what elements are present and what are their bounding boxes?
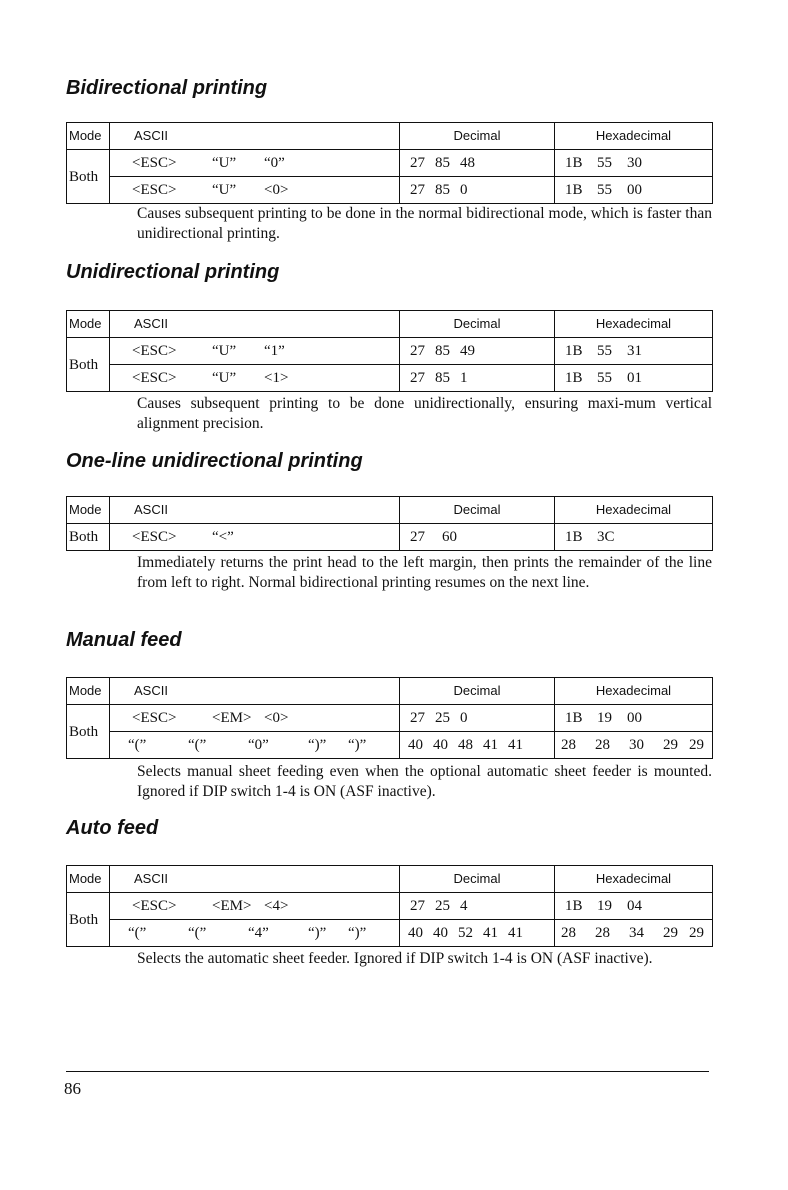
mode-cell: Both: [67, 524, 110, 551]
ascii-token: “)”: [348, 737, 367, 753]
header-row: [67, 311, 713, 338]
ascii-token: “<”: [212, 529, 234, 545]
command-table: [66, 496, 713, 551]
ascii-cell: [110, 893, 400, 920]
decimal-cell: [400, 177, 555, 204]
header-ascii: ASCII: [110, 497, 400, 524]
section-description: Selects manual sheet feeding even when the optional automatic sheet feeder is mounted. Ignored if DIP switch 1-4 is ON (ASF inactive).: [137, 763, 712, 800]
mode-cell: Both: [67, 893, 110, 947]
section-title: Unidirectional printing: [66, 261, 280, 283]
page-number: 86: [64, 1079, 81, 1098]
header-decimal: Decimal: [400, 311, 555, 338]
mode-cell: Both: [67, 338, 110, 392]
section-title: Manual feed: [66, 629, 182, 651]
header-decimal: Decimal: [400, 123, 555, 150]
decimal-value: 85: [435, 370, 450, 386]
mode-cell: Both: [67, 705, 110, 759]
decimal-cell: [400, 338, 555, 365]
decimal-cell: [400, 524, 555, 551]
hex-value: 1B: [565, 529, 583, 545]
header-mode: Mode: [67, 497, 110, 524]
decimal-value: 27: [410, 155, 425, 171]
decimal-value: 27: [410, 182, 425, 198]
header-row: [67, 866, 713, 893]
hex-cell: [555, 920, 713, 947]
hex-value: 00: [627, 710, 642, 726]
decimal-cell: [400, 893, 555, 920]
ascii-token: <ESC>: [132, 182, 177, 198]
ascii-token: <4>: [264, 898, 289, 914]
hex-value: 28: [595, 737, 610, 753]
ascii-token: “(”: [188, 925, 207, 941]
decimal-value: 85: [435, 343, 450, 359]
ascii-token: <ESC>: [132, 529, 177, 545]
mode-cell: Both: [67, 150, 110, 204]
hex-value: 34: [629, 925, 644, 941]
table-row: [67, 177, 713, 204]
ascii-token: “U”: [212, 182, 237, 198]
ascii-token: “(”: [128, 737, 147, 753]
ascii-cell: [110, 705, 400, 732]
header-ascii: ASCII: [110, 678, 400, 705]
hex-value: 29: [689, 737, 704, 753]
header-ascii: ASCII: [110, 123, 400, 150]
hex-value: 55: [597, 343, 612, 359]
header-row: [67, 678, 713, 705]
hex-value: 55: [597, 182, 612, 198]
header-decimal: Decimal: [400, 497, 555, 524]
decimal-value: 48: [460, 155, 475, 171]
decimal-value: 27: [410, 898, 425, 914]
ascii-cell: [110, 732, 400, 759]
decimal-value: 27: [410, 370, 425, 386]
decimal-value: 60: [442, 529, 457, 545]
hex-cell: [555, 365, 713, 392]
ascii-cell: [110, 920, 400, 947]
section-title: One-line unidirectional printing: [66, 450, 363, 472]
ascii-cell: [110, 150, 400, 177]
hex-value: 04: [627, 898, 642, 914]
ascii-token: “1”: [264, 343, 285, 359]
table-row: [67, 920, 713, 947]
hex-value: 01: [627, 370, 642, 386]
decimal-value: 40: [408, 737, 423, 753]
decimal-value: 27: [410, 343, 425, 359]
decimal-value: 40: [433, 737, 448, 753]
header-mode: Mode: [67, 311, 110, 338]
hex-value: 1B: [565, 343, 583, 359]
ascii-token: <ESC>: [132, 898, 177, 914]
ascii-token: “U”: [212, 370, 237, 386]
section-description: Causes subsequent printing to be done in the normal bidirectional mode, which is faster than unidirectional printing.: [137, 205, 712, 242]
table-row: [67, 150, 713, 177]
decimal-value: 52: [458, 925, 473, 941]
decimal-value: 41: [508, 925, 523, 941]
ascii-token: “U”: [212, 155, 237, 171]
decimal-value: 25: [435, 710, 450, 726]
section-title: Auto feed: [66, 817, 159, 839]
decimal-cell: [400, 920, 555, 947]
table-row: [67, 524, 713, 551]
hex-value: 1B: [565, 370, 583, 386]
hex-value: 28: [595, 925, 610, 941]
hex-value: 31: [627, 343, 642, 359]
decimal-value: 0: [460, 182, 468, 198]
decimal-cell: [400, 365, 555, 392]
ascii-token: <ESC>: [132, 710, 177, 726]
ascii-token: “0”: [264, 155, 285, 171]
decimal-cell: [400, 705, 555, 732]
header-mode: Mode: [67, 866, 110, 893]
ascii-token: <1>: [264, 370, 289, 386]
decimal-value: 41: [483, 737, 498, 753]
header-hex: Hexadecimal: [555, 497, 713, 524]
ascii-token: “0”: [248, 737, 269, 753]
decimal-value: 25: [435, 898, 450, 914]
hex-value: 19: [597, 710, 612, 726]
hex-value: 30: [629, 737, 644, 753]
decimal-value: 27: [410, 710, 425, 726]
header-hex: Hexadecimal: [555, 866, 713, 893]
hex-cell: [555, 732, 713, 759]
header-mode: Mode: [67, 678, 110, 705]
header-row: [67, 497, 713, 524]
hex-value: 30: [627, 155, 642, 171]
hex-value: 00: [627, 182, 642, 198]
decimal-value: 1: [460, 370, 468, 386]
ascii-cell: [110, 177, 400, 204]
hex-value: 29: [689, 925, 704, 941]
hex-value: 55: [597, 370, 612, 386]
ascii-token: “4”: [248, 925, 269, 941]
decimal-value: 40: [433, 925, 448, 941]
table-row: [67, 732, 713, 759]
command-table: [66, 865, 713, 947]
header-decimal: Decimal: [400, 678, 555, 705]
hex-value: 19: [597, 898, 612, 914]
ascii-token: <0>: [264, 710, 289, 726]
ascii-token: <EM>: [212, 898, 252, 914]
section-description: Selects the automatic sheet feeder. Ignored if DIP switch 1-4 is ON (ASF inactive).: [137, 950, 653, 967]
decimal-value: 40: [408, 925, 423, 941]
header-mode: Mode: [67, 123, 110, 150]
header-row: [67, 123, 713, 150]
command-table: [66, 310, 713, 392]
ascii-token: “)”: [308, 925, 327, 941]
ascii-token: <ESC>: [132, 370, 177, 386]
hex-value: 29: [663, 737, 678, 753]
table-row: [67, 893, 713, 920]
ascii-token: <ESC>: [132, 343, 177, 359]
ascii-token: <0>: [264, 182, 289, 198]
command-table: [66, 122, 713, 204]
decimal-cell: [400, 732, 555, 759]
hex-value: 1B: [565, 155, 583, 171]
ascii-token: “U”: [212, 343, 237, 359]
header-ascii: ASCII: [110, 311, 400, 338]
ascii-token: <ESC>: [132, 155, 177, 171]
section-description: Causes subsequent printing to be done unidirectionally, ensuring maxi-mum vertical alignment precision.: [137, 395, 712, 432]
ascii-cell: [110, 365, 400, 392]
section-description: Immediately returns the print head to the left margin, then prints the remainder of the line from left to right. Normal bidirectional printing resumes on the next line.: [137, 554, 712, 591]
header-hex: Hexadecimal: [555, 678, 713, 705]
hex-cell: [555, 177, 713, 204]
hex-value: 1B: [565, 182, 583, 198]
header-hex: Hexadecimal: [555, 123, 713, 150]
table-row: [67, 705, 713, 732]
hex-cell: [555, 705, 713, 732]
hex-value: 28: [561, 925, 576, 941]
decimal-value: 0: [460, 710, 468, 726]
section-title: Bidirectional printing: [66, 77, 268, 99]
hex-value: 3C: [597, 529, 615, 545]
hex-value: 1B: [565, 710, 583, 726]
table-row: [67, 338, 713, 365]
hex-cell: [555, 150, 713, 177]
table-row: [67, 365, 713, 392]
hex-value: 28: [561, 737, 576, 753]
command-table: [66, 677, 713, 759]
ascii-cell: [110, 338, 400, 365]
decimal-value: 4: [460, 898, 468, 914]
hex-value: 29: [663, 925, 678, 941]
ascii-cell: [110, 524, 400, 551]
ascii-token: “)”: [308, 737, 327, 753]
hex-cell: [555, 524, 713, 551]
hex-cell: [555, 338, 713, 365]
hex-value: 55: [597, 155, 612, 171]
hex-value: 1B: [565, 898, 583, 914]
ascii-token: “(”: [188, 737, 207, 753]
header-hex: Hexadecimal: [555, 311, 713, 338]
decimal-value: 49: [460, 343, 475, 359]
decimal-value: 48: [458, 737, 473, 753]
decimal-value: 41: [508, 737, 523, 753]
decimal-value: 27: [410, 529, 425, 545]
header-ascii: ASCII: [110, 866, 400, 893]
decimal-cell: [400, 150, 555, 177]
ascii-token: “(”: [128, 925, 147, 941]
footer-rule: [66, 1071, 709, 1072]
ascii-token: <EM>: [212, 710, 252, 726]
decimal-value: 85: [435, 155, 450, 171]
ascii-token: “)”: [348, 925, 367, 941]
decimal-value: 85: [435, 182, 450, 198]
header-decimal: Decimal: [400, 866, 555, 893]
decimal-value: 41: [483, 925, 498, 941]
hex-cell: [555, 893, 713, 920]
